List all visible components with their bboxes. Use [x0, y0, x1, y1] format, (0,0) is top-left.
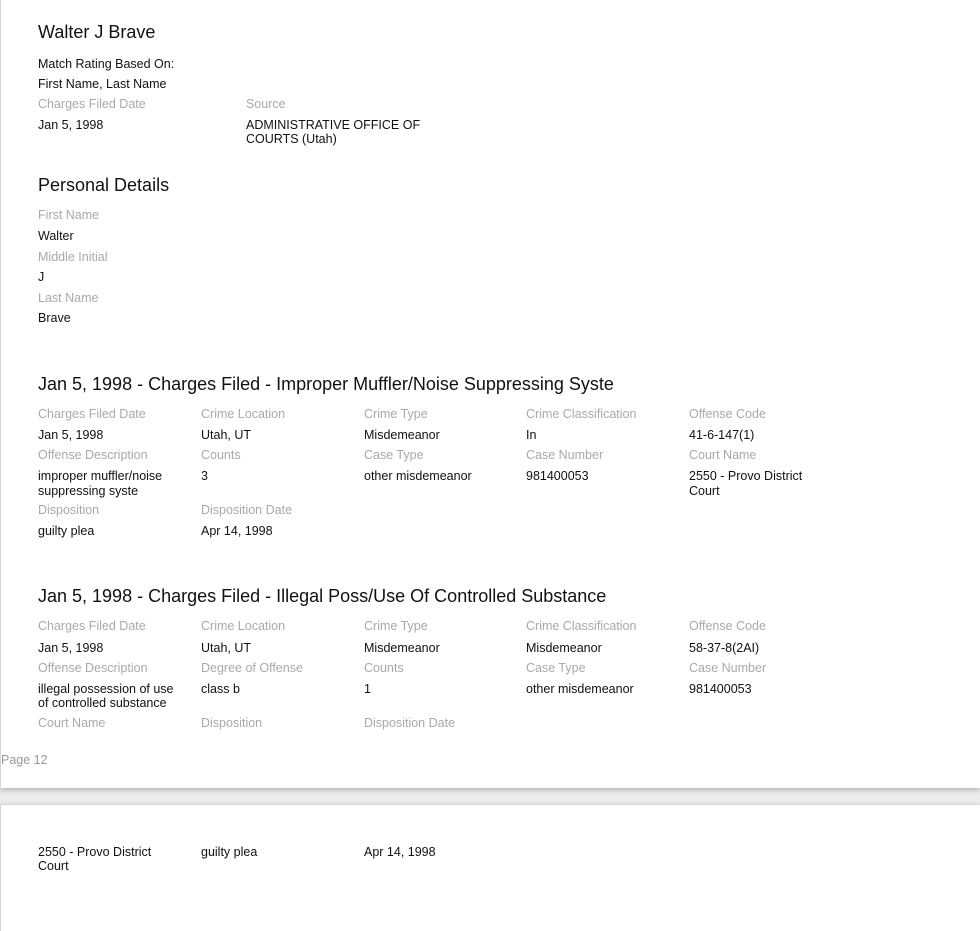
- charge-1-disposition-label: Disposition: [38, 503, 100, 517]
- charge-1-court-name-label: Court Name: [689, 448, 757, 462]
- charge-2-degree-of-offense-label: Degree of Offense: [201, 661, 303, 675]
- charge-1-case-number-label: Case Number: [526, 448, 604, 462]
- charge-2-disposition-label: Disposition: [201, 716, 263, 730]
- charge-2-crime-type-value: Misdemeanor: [364, 641, 440, 655]
- personal-details-heading: Personal Details: [38, 175, 170, 195]
- charge-1-disposition-value: guilty plea: [38, 524, 95, 538]
- charge-1-offense-description-line2: suppressing syste: [38, 484, 139, 498]
- charge-1-case-number-value: 981400053: [526, 469, 589, 483]
- source-label: Source: [246, 97, 286, 111]
- charge-2-case-number-value: 981400053: [689, 682, 752, 696]
- charge-2-charges-filed-date-label: Charges Filed Date: [38, 619, 146, 633]
- charge-2-offense-description-line1: illegal possession of use: [38, 682, 174, 696]
- charge-1-crime-classification-label: Crime Classification: [526, 407, 637, 421]
- charge-2-offense-description-label: Offense Description: [38, 661, 148, 675]
- report-page-next: [0, 805, 980, 931]
- charge-2-court-name-label: Court Name: [38, 716, 106, 730]
- charge-2-disposition-value: guilty plea: [201, 845, 258, 859]
- charge-1-charges-filed-date-value: Jan 5, 1998: [38, 428, 104, 442]
- charge-2-court-name-line2: Court: [38, 859, 69, 873]
- charge-2-heading: Jan 5, 1998 - Charges Filed - Illegal Poss/Use Of Controlled Substance: [38, 586, 607, 606]
- source-value-line1: ADMINISTRATIVE OFFICE OF: [246, 118, 421, 132]
- charge-1-disposition-date-value: Apr 14, 1998: [201, 524, 273, 538]
- charge-2-case-number-label: Case Number: [689, 661, 767, 675]
- charge-2-crime-location-label: Crime Location: [201, 619, 286, 633]
- middle-initial-label: Middle Initial: [38, 250, 108, 264]
- charge-1-offense-description-line1: improper muffler/noise: [38, 469, 163, 483]
- charge-1-offense-description-label: Offense Description: [38, 448, 148, 462]
- page-edge: [0, 0, 1, 788]
- charge-2-crime-classification-label: Crime Classification: [526, 619, 637, 633]
- charge-2-offense-description-line2: of controlled substance: [38, 696, 167, 710]
- last-name-label: Last Name: [38, 291, 99, 305]
- charge-1-crime-classification-value: In: [526, 428, 537, 442]
- charge-1-disposition-date-label: Disposition Date: [201, 503, 293, 517]
- charge-1-counts-value: 3: [201, 469, 208, 483]
- charge-1-counts-label: Counts: [201, 448, 241, 462]
- charge-1-offense-code-value: 41-6-147(1): [689, 428, 755, 442]
- charge-2-crime-location-value: Utah, UT: [201, 641, 252, 655]
- subject-name: Walter J Brave: [38, 22, 156, 42]
- charge-1-heading: Jan 5, 1998 - Charges Filed - Improper Muffler/Noise Suppressing Syste: [38, 374, 614, 394]
- match-rating-label: Match Rating Based On:: [38, 57, 175, 71]
- charge-1-court-name-line1: 2550 - Provo District: [689, 469, 803, 483]
- charge-2-disposition-date-value: Apr 14, 1998: [364, 845, 436, 859]
- middle-initial-value: J: [38, 270, 45, 284]
- charge-2-court-name-line1: 2550 - Provo District: [38, 845, 152, 859]
- charge-1-case-type-value: other misdemeanor: [364, 469, 472, 483]
- charge-2-counts-label: Counts: [364, 661, 404, 675]
- match-rating-value: First Name, Last Name: [38, 77, 167, 91]
- page-edge: [0, 805, 1, 931]
- charge-1-crime-location-value: Utah, UT: [201, 428, 252, 442]
- source-value-line2: COURTS (Utah): [246, 132, 337, 146]
- charge-2-disposition-date-label: Disposition Date: [364, 716, 456, 730]
- charge-2-degree-of-offense-value: class b: [201, 682, 240, 696]
- page-number: Page 12: [1, 753, 48, 767]
- charges-filed-date-value: Jan 5, 1998: [38, 118, 104, 132]
- last-name-value: Brave: [38, 311, 71, 325]
- charge-1-court-name-line2: Court: [689, 484, 720, 498]
- first-name-label: First Name: [38, 208, 100, 222]
- charge-1-charges-filed-date-label: Charges Filed Date: [38, 407, 146, 421]
- charge-2-offense-code-value: 58-37-8(2AI): [689, 641, 760, 655]
- charges-filed-date-label: Charges Filed Date: [38, 97, 146, 111]
- charge-1-crime-type-label: Crime Type: [364, 407, 428, 421]
- charge-2-crime-type-label: Crime Type: [364, 619, 428, 633]
- charge-2-offense-code-label: Offense Code: [689, 619, 766, 633]
- first-name-value: Walter: [38, 229, 74, 243]
- charge-1-offense-code-label: Offense Code: [689, 407, 766, 421]
- charge-2-case-type-value: other misdemeanor: [526, 682, 634, 696]
- charge-2-case-type-label: Case Type: [526, 661, 586, 675]
- charge-1-crime-location-label: Crime Location: [201, 407, 286, 421]
- charge-1-crime-type-value: Misdemeanor: [364, 428, 440, 442]
- charge-2-counts-value: 1: [364, 682, 371, 696]
- charge-2-charges-filed-date-value: Jan 5, 1998: [38, 641, 104, 655]
- charge-1-case-type-label: Case Type: [364, 448, 424, 462]
- charge-2-crime-classification-value: Misdemeanor: [526, 641, 602, 655]
